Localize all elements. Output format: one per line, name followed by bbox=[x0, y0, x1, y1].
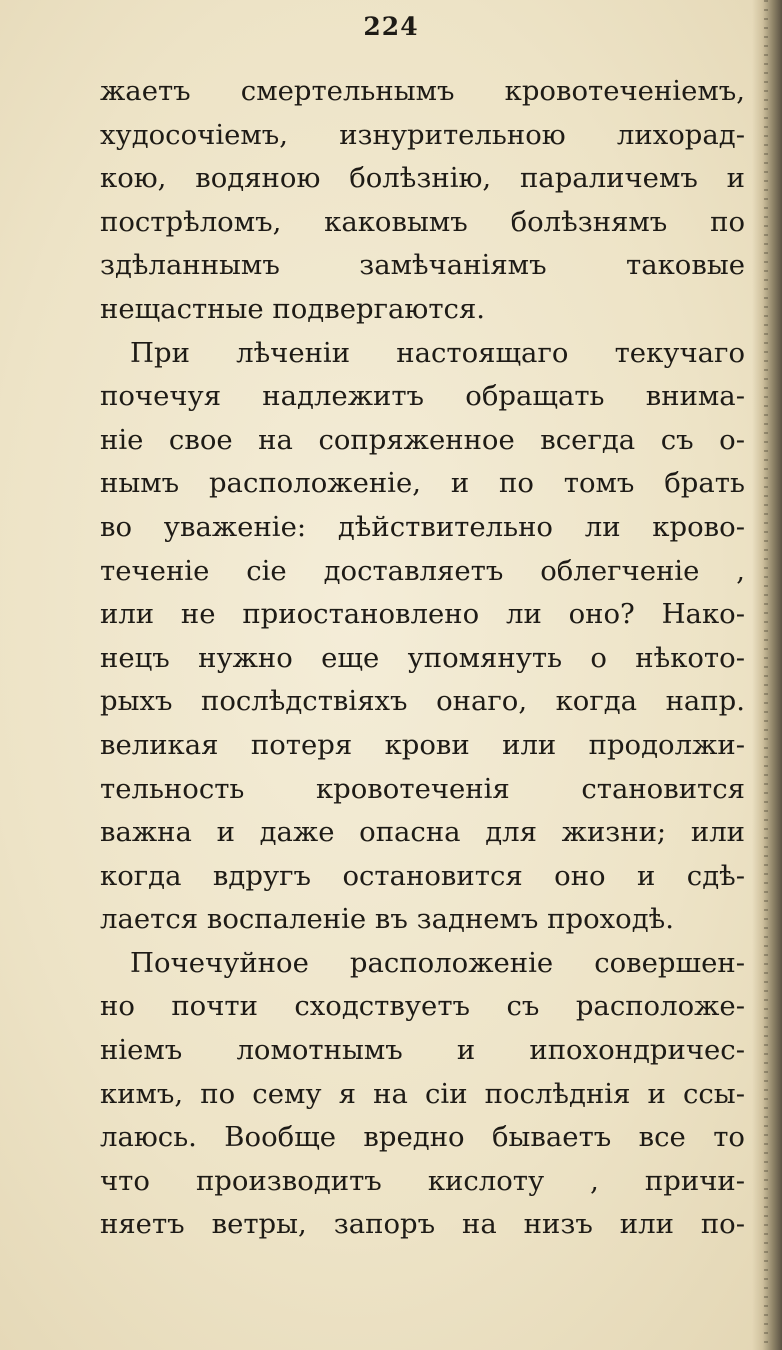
text-line: лается воспаленіе въ заднемъ проходѣ. bbox=[100, 903, 674, 936]
text-line: нымъ расположеніе, и по томъ брать bbox=[100, 467, 745, 500]
text-line: худосочіемъ, изнурительною лихорад- bbox=[100, 118, 745, 151]
text-line: когда вдругъ остановится оно и сдѣ- bbox=[100, 859, 745, 892]
text-line: кою, водяною болѣзнію, параличемъ и bbox=[100, 162, 745, 195]
text-line: тельность кровотеченія становится bbox=[100, 772, 745, 805]
text-line: Почечуйное расположеніе совершен- bbox=[130, 946, 745, 979]
page-edge bbox=[752, 0, 782, 1350]
text-line: важна и даже опасна для жизни; или bbox=[100, 816, 745, 849]
text-line: во уваженіе: дѣйствительно ли крово- bbox=[100, 510, 745, 543]
text-line: но почти сходствуетъ съ расположе- bbox=[100, 990, 745, 1023]
text-line: почечуя надлежитъ обращать внима- bbox=[100, 380, 745, 413]
text-line: великая потеря крови или продолжи- bbox=[100, 728, 745, 761]
text-line: рыхъ послѣдствіяхъ онаго, когда напр. bbox=[100, 685, 745, 718]
text-line: ніе свое на сопряженное всегда съ о- bbox=[100, 423, 745, 456]
text-line: лаюсь. Вообще вредно бываетъ все то bbox=[100, 1121, 745, 1154]
text-line: нецъ нужно еще упомянуть о нѣкото- bbox=[100, 641, 745, 674]
text-line: нещастные подвергаются. bbox=[100, 292, 486, 325]
text-line: или не приостановлено ли оно? Нако- bbox=[100, 598, 745, 631]
text-line: няетъ ветры, запоръ на низъ или по- bbox=[100, 1208, 745, 1241]
text-line: При лѣченіи настоящаго текучаго bbox=[130, 336, 745, 369]
text-line: кимъ, по сему я на сіи послѣднія и ссы- bbox=[100, 1077, 745, 1110]
text-line: что производитъ кислоту , причи- bbox=[100, 1164, 745, 1197]
text-line: здѣланнымъ замѣчаніямъ таковые bbox=[100, 249, 745, 282]
text-line: теченіе сіе доставляетъ облегченіе , bbox=[100, 554, 745, 587]
text-line: жаетъ смертельнымъ кровотеченіемъ, bbox=[100, 75, 745, 107]
text-line: ніемъ ломотнымъ и ипохондричес- bbox=[100, 1034, 745, 1067]
page-number: 224 bbox=[363, 12, 419, 41]
page-text-body bbox=[100, 70, 745, 1247]
text-line: пострѣломъ, каковымъ болѣзнямъ по bbox=[100, 205, 745, 238]
